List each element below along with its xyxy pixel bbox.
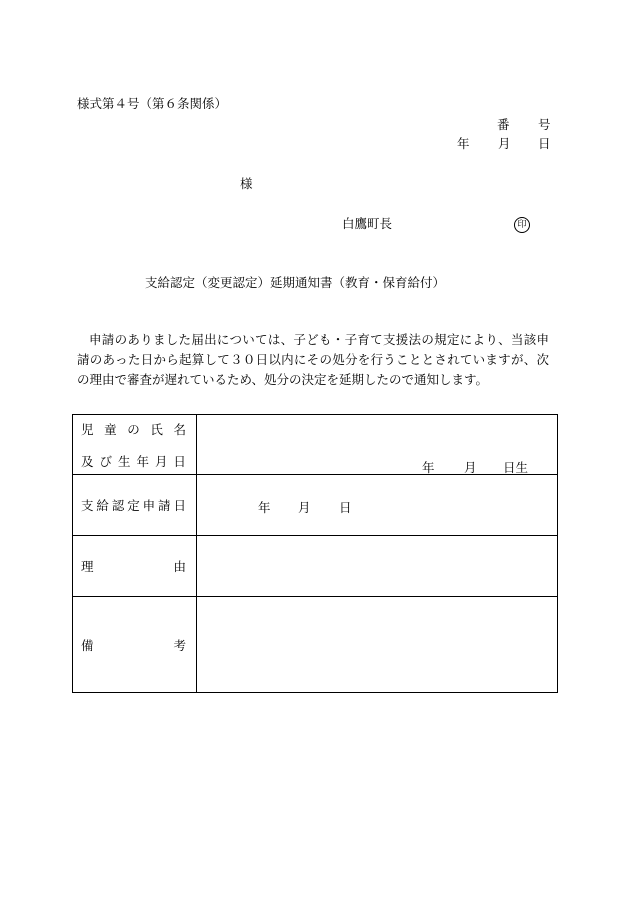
remarks-label-cell — [73, 597, 197, 693]
form-table — [72, 414, 558, 693]
birth-day-label: 日生 — [503, 460, 529, 475]
recipient-suffix: 様 — [240, 176, 253, 191]
table-row-apply — [73, 475, 558, 536]
number-label-ban: 番 — [497, 117, 510, 132]
child-label-line1: 児 童 の 氏 名 — [81, 421, 186, 437]
date-day-label: 日 — [538, 136, 551, 151]
reason-value-cell[interactable] — [197, 536, 558, 597]
issuer-name: 白鷹町長 — [342, 216, 393, 231]
table-row-reason — [73, 536, 558, 597]
child-label-line2: 及 び 生 年 月 日 — [81, 453, 186, 469]
form-number: 様式第４号（第６条関係） — [77, 96, 228, 111]
date-year-label: 年 — [457, 136, 470, 151]
apply-year-label: 年 — [258, 500, 271, 515]
apply-value-cell[interactable] — [197, 475, 558, 536]
number-label-go: 号 — [538, 117, 551, 132]
body-paragraph: 申請のありました届出については、子ども・子育て支援法の規定により、当該申請のあった日から起算して３０日以内にその処分を行うこととされていますが、次の理由で審査が遅れているため、処分の決定を延期したので通知します。 — [77, 332, 549, 387]
birth-year-label: 年 — [422, 460, 435, 475]
remarks-label: 備 考 — [81, 637, 186, 653]
reason-label-cell — [73, 536, 197, 597]
table-row-child — [73, 415, 558, 475]
table-row-remarks — [73, 597, 558, 693]
remarks-value-cell[interactable] — [197, 597, 558, 693]
seal-icon: 印 — [514, 217, 530, 233]
apply-label-cell — [73, 475, 197, 536]
child-label-cell — [73, 415, 197, 475]
date-month-label: 月 — [498, 136, 511, 151]
document-title: 支給認定（変更認定）延期通知書（教育・保育給付） — [145, 275, 446, 290]
apply-day-label: 日 — [339, 500, 352, 515]
apply-month-label: 月 — [298, 500, 311, 515]
apply-label: 支 給 認 定 申 請 日 — [81, 498, 186, 513]
child-value-cell[interactable] — [197, 415, 558, 475]
birth-month-label: 月 — [464, 460, 477, 475]
reason-label: 理 由 — [81, 559, 186, 574]
seal-mark — [514, 217, 530, 233]
